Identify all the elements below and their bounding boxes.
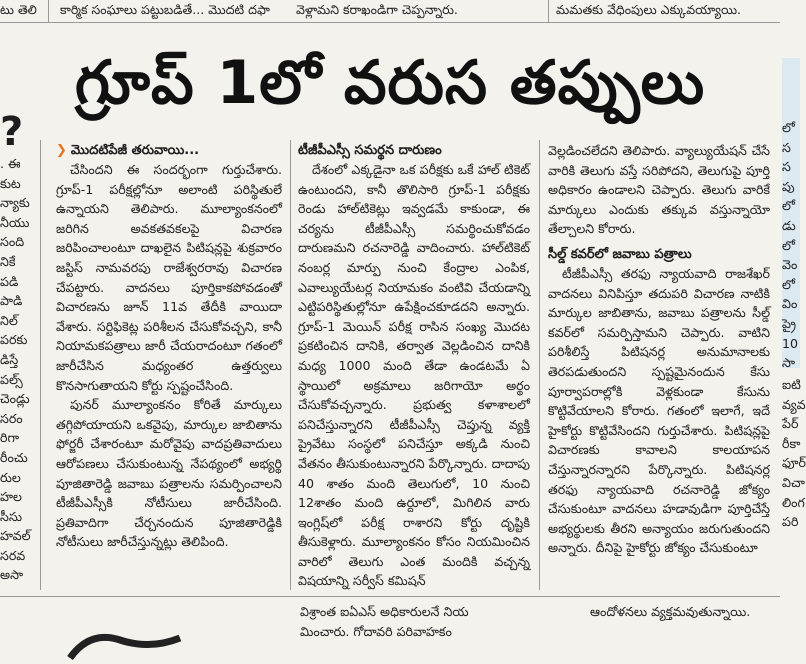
right-lower-line-8: లింగ bbox=[782, 494, 805, 510]
right-box-line-7: వెం bbox=[782, 257, 798, 273]
right-box-line-12: సా bbox=[782, 355, 795, 371]
right-box-line-8: లో bbox=[782, 276, 795, 292]
top-fragment-mid: కార్మిక సంఘాలు పట్టుబడితే... మొదటి దఫా bbox=[60, 2, 270, 17]
col1-paragraph-2: పునర్ మూల్యాంకనం కోరితే మార్కులు తగ్గిపోయాయని ఒకవైపు, మార్కుల జాబితాను ఫోర్జరీ చేశారంటూ మరోవైపు వాదప్రతివాదులు ఆరోపణలు చేసుకుంటున్న నేపథ్యంలో అభ్యర్థి పూజితారెడ్డి జవాబు పత్రాలను సమర్పించాలని టీజీపీఎస్సీకి నోటీసులు జారీచేసింది. ప్రతివాదిగా చేర్చనందున పూజితారెడ్డికి నోటీసులు జారీచేస్తున్నట్లు తెలిపింది. bbox=[56, 397, 282, 550]
left-fragment-14: సరం bbox=[0, 410, 23, 426]
right-lower-line-1: వ్యవ bbox=[782, 396, 806, 412]
right-lower-line-0: ఐటి bbox=[782, 377, 801, 392]
left-fragment-9: నిల్ bbox=[0, 312, 18, 328]
left-fragment-1: . ఈ bbox=[0, 156, 21, 171]
right-lower-line-6: ఫూర్ bbox=[782, 455, 806, 471]
top-fragment-left: టు తెలి bbox=[0, 2, 37, 17]
right-lower-line-7: విచా bbox=[782, 474, 805, 490]
col3-subhead: సీల్డ్ కవర్‌లో జవాబు పత్రాలు bbox=[548, 246, 692, 262]
bottom-line-2: మించారు. గోదావరి పరివాహకం bbox=[300, 624, 452, 639]
bottom-right-line-1: ఆందోళనలు వ్యక్తమవుతున్నాయి. bbox=[590, 604, 751, 619]
right-box-line-4: లో bbox=[782, 198, 795, 214]
right-sidebar-lower-lines bbox=[782, 375, 806, 532]
bottom-graphic bbox=[60, 620, 240, 643]
right-box-line-11: 10 bbox=[782, 335, 799, 351]
left-fragment-15: రిగా bbox=[0, 430, 20, 446]
right-sidebar-box-lines bbox=[782, 58, 800, 373]
left-fragment-13: చెండ్లు bbox=[0, 391, 30, 407]
left-fragment-5: సంది bbox=[0, 234, 25, 250]
col2-subhead: టీజీపీఎస్సీ సమర్థన దారుణం bbox=[298, 143, 442, 158]
left-fragment-6: నికే bbox=[0, 253, 16, 269]
left-fragment-column bbox=[0, 110, 30, 590]
right-sidebar-box bbox=[782, 58, 800, 371]
top-divider bbox=[0, 22, 780, 23]
col1-subhead-text: మొదటిపేజీ తరువాయి... bbox=[70, 143, 200, 158]
right-lower-line-9: పరి bbox=[782, 514, 799, 530]
left-fragment-7: పడి bbox=[0, 273, 19, 289]
right-box-line-0: లో bbox=[782, 120, 795, 135]
left-fragment-17: రుల bbox=[0, 469, 21, 485]
left-fragment-3: న్యాకు bbox=[0, 195, 30, 211]
left-fragment-lines bbox=[0, 154, 30, 585]
headline: గ్రూప్ 1లో వరుస తప్పులు bbox=[74, 48, 706, 118]
right-box-line-3: పు bbox=[782, 178, 795, 194]
left-fragment-12: పల్స్ bbox=[0, 371, 23, 387]
left-fragment-21: సరవ bbox=[0, 547, 26, 563]
bottom-divider bbox=[0, 596, 780, 597]
left-fragment-20: హవల్ bbox=[0, 528, 31, 544]
right-box-line-10: ప్రై bbox=[782, 315, 797, 331]
right-box-line-2: స bbox=[782, 159, 791, 175]
bottom-graphic-svg bbox=[60, 620, 240, 660]
right-box-line-9: విం bbox=[782, 296, 798, 312]
article-column-2 bbox=[298, 141, 530, 591]
col3-paragraph-1: టీజీపీఎస్సీ తరఫు న్యాయవాది రాజశేఖర్ వాదనలు వినిపిస్తూ తదుపరి విచారణ నాటికి మార్కుల జాబితాను, జవాబు పత్రాలను సీల్డ్ కవర్‌లో సమర్పిస్తామని చెప్పారు. వాటిని పరిశీలిస్తే పిటిషనర్ల అనుమానాలకు తెరపడుతుందని స్పష్టమైనందున కేసు పూర్వాపరాల్లోకి వెళ్లకుండా కేసును కొట్టివేయాలని కోరారు. గతంలో ఇలాగే, ఇదే హైకోర్టు కొట్టివేసిందని గుర్తుచేశారు. పిటిషన్లపై విచారణకు కావాలని కాలయాపన చేస్తున్నారన్నారని పేర్కొన్నారు. పిటిషనర్ల తరఫు న్యాయవాది రచనారెడ్డి జోక్యం చేసుకుంటూ వాదనలు హడావుడిగా పూర్తిచేస్తే అభ్యర్థులకు తీరని అన్యాయం జరుగుతుందని అన్నారు. దీనిపై హైకోర్టు జోక్యం చేసుకుంటూ bbox=[548, 265, 770, 556]
top-fragment-midright: వెళ్లామని కరాఖండిగా చెప్పన్నారు. bbox=[296, 2, 458, 17]
right-lower-line-2: పేర్ bbox=[782, 416, 799, 432]
col-divider-0 bbox=[40, 140, 41, 590]
right-box-line-6: లో bbox=[782, 237, 795, 253]
article-column-3 bbox=[548, 141, 770, 591]
col-divider-1 bbox=[290, 140, 291, 590]
left-fragment-16: రీంచు bbox=[0, 449, 28, 465]
top-col-divider-1 bbox=[48, 0, 49, 22]
left-fragment-10: పరకు bbox=[0, 332, 28, 348]
right-box-line-5: డు bbox=[782, 217, 796, 233]
right-sidebar-lower bbox=[782, 375, 806, 605]
article-column-1 bbox=[56, 141, 282, 591]
left-fragment-22: అసా bbox=[0, 567, 24, 583]
col1-paragraph-1: చేసిందని ఈ సందర్భంగా గుర్తుచేశారు. గ్రూప్-1 పరీక్షల్లోనూ అలాంటి పరిస్థితులే ఉన్నాయని తెలిపారు. మూల్యాంకనంలో జరిగిన అవకతవకలపై విచారణ జరిపించాలంటూ దాఖలైన పిటిషన్లపై శుక్రవారం జస్టిస్ నామవరపు రాజేశ్వరరావు విచారణ చేపట్టారు. వాదనలు పూర్తికాకపోవడంతో విచారణను జూన్ 11వ తేదీకి వాయిదా వేశారు. సర్టిఫికెట్ల పరిశీలన చేసుకోవచ్చని, కానీ నియామకపత్రాలు జారీ చేయరాదంటూ గతంలో జారీచేసిన మధ్యంతర ఉత్తర్వులు కొనసాగుతాయని కోర్టు స్పష్టంచేసింది. bbox=[56, 162, 282, 393]
arrow-marker-icon: ❯ bbox=[56, 143, 67, 158]
top-col-divider-2 bbox=[548, 0, 549, 22]
left-fragment-2: కుట bbox=[0, 175, 21, 191]
col1-subhead bbox=[56, 141, 282, 160]
col2-paragraph-1: దేశంలో ఎక్కడైనా ఒక పరీక్షకు ఒకే హాల్ టికెట్ ఉంటుందని, కానీ తొలిసారి గ్రూప్-1 పరీక్షకు రెండు హాల్‌టికెట్లు ఇవ్వడమే కాకుండా, ఈ చర్యను టీజీపీఎస్సీ సమర్థించుకోవడం దారుణమని రచనారెడ్డి వాదించారు. హాల్‌టికెట్ నంబర్ల మార్పు నుంచి కేంద్రాల ఎంపిక, ఎవాల్యుయేటర్ల నియామకం వంటివి చేయడాన్ని ఎట్టిపరిస్థితుల్లోనూ ఉపేక్షించకూడదని అన్నారు. గ్రూప్-1 మెయిన్ పరీక్ష రాసిన సంఖ్య మొదట ప్రకటించిన దానికి, తర్వాత వెల్లడించిన దానికి మధ్య 1000 మంది తేడా ఉండటమే ఏ స్థాయిలో అక్రమాలు జరిగాయో అర్థం చేసుకోవచ్చన్నారు. ప్రభుత్వ కళాశాలలో పనిచేస్తున్నారని టీజీపీఎస్సీ చెప్తున్న వ్యక్తి ప్రైవేటు సంస్థలో పనిచేస్తూ అక్కడి నుంచి వేతనం తీసుకుంటున్నారని పేర్కొన్నారు. దాదాపు 40 శాతం మంది తెలుగులో, 10 నుంచి 12శాతం మంది ఉర్దూలో, మిగిలిన వారు ఇంగ్లిష్‌లో పరీక్ష రాశారని కోర్టు దృష్టికి తీసుకెళ్లారు. మూల్యాంకనం కోసం నియమించిన వారిలో తెలుగు ఎంత మందికి వచ్చన్న విషయాన్ని సర్వీస్ కమిషన్ bbox=[298, 162, 530, 589]
left-fragment-18: హల bbox=[0, 489, 22, 505]
col-divider-2 bbox=[539, 140, 540, 590]
col3-paragraph-top: వెల్లడించలేదని తెలిపారు. వ్యాల్యుయేషన్ చేసే వారికి తెలుగు వస్తే సరిపోదని, తెలుగుపై పూర్తి అధికారం ఉండాలని చెప్పారు. తెలుగు వారికే మార్కులు ఎందుకు తక్కువ వస్తున్నాయో తేల్చాలని కోరారు. bbox=[548, 143, 770, 237]
top-fragment-right: మమతకు వేధింపులు ఎక్కువయ్యాయి. bbox=[556, 2, 742, 17]
left-fragment-19: సీసు bbox=[0, 508, 23, 524]
right-lower-line-5: రీకా bbox=[782, 435, 801, 451]
bottom-line-1: విశ్రాంత ఐఏఎస్ అధికారులనే నియ bbox=[300, 604, 469, 619]
left-fragment-question: ? bbox=[0, 109, 24, 155]
left-fragment-11: డిస్తే bbox=[0, 351, 19, 367]
left-fragment-8: పాడి bbox=[0, 293, 23, 309]
left-fragment-4: నీయు bbox=[0, 214, 30, 230]
bottom-graphic-stroke bbox=[70, 637, 180, 658]
right-box-line-1: స bbox=[782, 139, 791, 155]
